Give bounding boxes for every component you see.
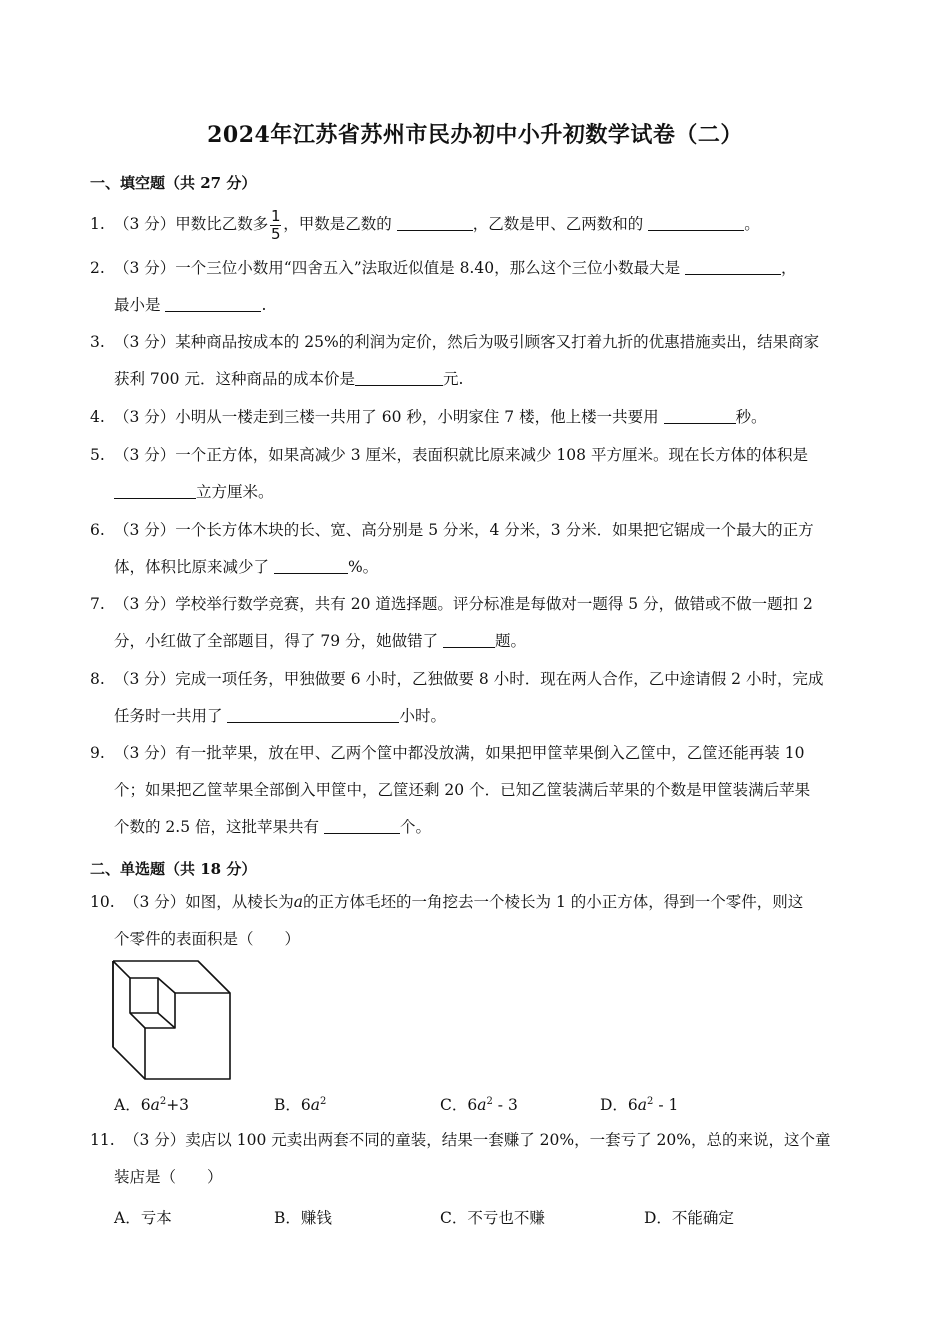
question-5 bbox=[90, 437, 862, 511]
variable: a bbox=[637, 1096, 648, 1114]
question-text: 立方厘米。 bbox=[196, 483, 274, 501]
answer-blank[interactable] bbox=[165, 295, 261, 312]
question-6 bbox=[90, 512, 862, 586]
question-text: ，甲数是乙数的 bbox=[283, 215, 392, 233]
question-text: （3 分）一个长方体木块的长、宽、高分别是 5 分米，4 分米，3 分米．如果把它锯成一个最大的正方 bbox=[114, 521, 814, 539]
option-b[interactable]: B．赚钱 bbox=[274, 1209, 332, 1227]
question-text: ，乙数是甲、乙两数和的 bbox=[472, 215, 644, 233]
question-text: （3 分）有一批苹果，放在甲、乙两个筐中都没放满，如果把甲筐苹果倒入乙筐中，乙筐还能再装 10 bbox=[114, 744, 805, 762]
question-number: 8. bbox=[90, 670, 105, 688]
section-single-choice: 二、单选题（共 18 分） bbox=[90, 860, 257, 878]
question-text: （3 分）学校举行数学竞赛，共有 20 道选择题。评分标准是每做对一题得 5 分，做错或不做一题扣 2 bbox=[114, 595, 813, 613]
notch-edge bbox=[130, 978, 145, 1028]
answer-blank[interactable] bbox=[443, 631, 495, 648]
question-text: （3 分）一个三位小数用“四舍五入”法取近似值是 8.40，那么这个三位小数最大是 bbox=[114, 259, 681, 277]
question-8 bbox=[90, 661, 862, 735]
answer-blank[interactable] bbox=[397, 214, 473, 231]
answer-blank[interactable] bbox=[664, 407, 736, 424]
question-number: 7. bbox=[90, 595, 105, 613]
cube-notch-figure bbox=[110, 958, 236, 1084]
question-text: 最小是 bbox=[114, 296, 161, 314]
option-rest: - 1 bbox=[653, 1096, 679, 1114]
option-label: A．6 bbox=[114, 1096, 151, 1114]
variable: a bbox=[310, 1096, 321, 1114]
question-text: （3 分）如图，从棱长为 bbox=[124, 893, 294, 911]
question-text: 任务时一共用了 bbox=[114, 707, 223, 725]
question-number: 6. bbox=[90, 521, 105, 539]
question-text: 元. bbox=[442, 370, 464, 388]
question-text: ， bbox=[781, 259, 797, 277]
question-text: 的正方体毛坯的一角挖去一个棱长为 1 的小正方体，得到一个零件，则这 bbox=[303, 893, 804, 911]
exponent: 2 bbox=[159, 1095, 167, 1107]
question-text: 装店是（ ） bbox=[114, 1168, 223, 1186]
answer-blank[interactable] bbox=[324, 817, 400, 834]
exponent: 2 bbox=[486, 1095, 493, 1107]
question-text: （3 分）某种商品按成本的 25%的利润为定价，然后为吸引顾客又打着九折的优惠措施卖出，结果商家 bbox=[114, 333, 820, 351]
option-a[interactable] bbox=[114, 1093, 189, 1115]
question-text: （3 分）卖店以 100 元卖出两套不同的童装，结果一套赚了 20%，一套亏了 20%，总的来说，这个童 bbox=[124, 1131, 831, 1149]
question-text: 小时。 bbox=[399, 707, 446, 725]
question-number: 11. bbox=[90, 1131, 115, 1149]
option-c[interactable] bbox=[440, 1093, 518, 1115]
fraction bbox=[270, 206, 281, 243]
fraction-numerator: 1 bbox=[271, 206, 281, 225]
option-rest: +3 bbox=[166, 1096, 190, 1114]
question-text: 获利 700 元．这种商品的成本价是 bbox=[114, 370, 355, 388]
cube-edge bbox=[113, 961, 130, 978]
question-number: 9. bbox=[90, 744, 105, 762]
question-3 bbox=[90, 324, 862, 398]
section-fill-in: 一、填空题（共 27 分） bbox=[90, 174, 257, 192]
option-label: C．6 bbox=[440, 1096, 478, 1114]
question-number: 5. bbox=[90, 446, 105, 464]
question-1 bbox=[90, 206, 862, 243]
question-text: （3 分）一个正方体，如果高减少 3 厘米，表面积就比原来减少 108 平方厘米。现在长方体的体积是 bbox=[114, 446, 808, 464]
answer-blank[interactable] bbox=[648, 214, 744, 231]
option-b[interactable] bbox=[274, 1093, 326, 1115]
notch-edge bbox=[130, 978, 175, 993]
question-text: 。 bbox=[744, 215, 760, 233]
variable: a bbox=[150, 1096, 160, 1114]
question-text: 个；如果把乙筐苹果全部倒入甲筐中，乙筐还剩 20 个．已知乙筐装满后苹果的个数是甲筐装满后苹果 bbox=[114, 781, 811, 799]
option-c[interactable]: C．不亏也不赚 bbox=[440, 1209, 545, 1227]
question-text: . bbox=[261, 296, 267, 314]
question-text: 体，体积比原来减少了 bbox=[114, 558, 270, 576]
answer-blank[interactable] bbox=[274, 557, 348, 574]
notch-edge bbox=[158, 1013, 175, 1028]
question-number: 10. bbox=[90, 893, 115, 911]
page-title: 2024年江苏省苏州市民办初中小升初数学试卷（二） bbox=[207, 122, 743, 148]
question-text: %。 bbox=[347, 558, 379, 576]
question-text: （3 分）小明从一楼走到三楼一共用了 60 秒，小明家住 7 楼，他上楼一共要用 bbox=[114, 408, 659, 426]
question-10 bbox=[90, 884, 862, 958]
option-rest: - 3 bbox=[492, 1096, 518, 1114]
question-text: 分，小红做了全部题目，得了 79 分，她做错了 bbox=[114, 632, 439, 650]
question-text: 秒。 bbox=[735, 408, 767, 426]
answer-blank[interactable] bbox=[355, 369, 443, 386]
question-number: 4. bbox=[90, 408, 105, 426]
question-text: （3 分）甲数比乙数多 bbox=[114, 215, 269, 233]
option-label: D．6 bbox=[600, 1096, 638, 1114]
question-text: （3 分）完成一项任务，甲独做要 6 小时，乙独做要 8 小时．现在两人合作，乙中途请假 2 小时，完成 bbox=[114, 670, 824, 688]
option-d[interactable] bbox=[600, 1093, 678, 1115]
question-7 bbox=[90, 586, 862, 660]
option-label: B．6 bbox=[274, 1096, 311, 1114]
fraction-denominator: 5 bbox=[271, 224, 281, 243]
question-text: 个零件的表面积是（ ） bbox=[114, 930, 301, 948]
question-4 bbox=[90, 399, 862, 436]
exponent: 2 bbox=[647, 1095, 654, 1107]
answer-blank[interactable] bbox=[685, 258, 781, 275]
question-9 bbox=[90, 735, 862, 846]
question-number: 3. bbox=[90, 333, 105, 351]
question-text: 题。 bbox=[495, 632, 527, 650]
answer-blank[interactable] bbox=[114, 482, 196, 499]
answer-blank[interactable] bbox=[227, 706, 399, 723]
question-11 bbox=[90, 1122, 862, 1196]
variable: a bbox=[477, 1096, 487, 1114]
option-d[interactable]: D．不能确定 bbox=[644, 1209, 734, 1227]
question-text: 个。 bbox=[399, 818, 431, 836]
exponent: 2 bbox=[320, 1095, 327, 1107]
question-2 bbox=[90, 250, 862, 324]
variable: a bbox=[293, 893, 304, 911]
question-number: 1. bbox=[90, 215, 105, 233]
notch-edge bbox=[130, 978, 158, 1013]
option-a[interactable]: A．亏本 bbox=[114, 1209, 172, 1227]
question-number: 2. bbox=[90, 259, 105, 277]
question-text: 个数的 2.5 倍，这批苹果共有 bbox=[114, 818, 320, 836]
